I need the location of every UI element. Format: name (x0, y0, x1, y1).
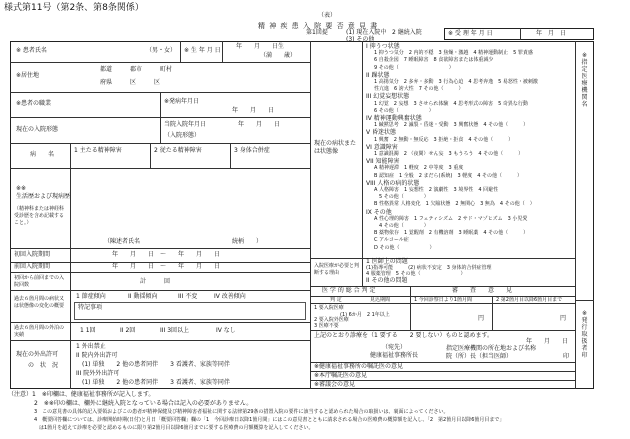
kind-opt1: (1) 現在入院中 (346, 29, 387, 36)
fee-col2: 見込期間 (370, 297, 391, 303)
outing-opt-4[interactable]: IV なし (216, 327, 236, 334)
reason-2: II その他の問題 (366, 277, 408, 284)
address-label: ※居住地 (16, 72, 40, 79)
birth-value: 年 月 日生 (236, 43, 285, 50)
disease-secondary: 2 従たる精神障害 (154, 147, 202, 154)
side-label-bottom: ※発行取扱者印 (581, 310, 588, 359)
state-item[interactable]: C アルコール症 (374, 237, 409, 244)
trend-opt-1[interactable]: 1 節症傾向 (76, 293, 106, 300)
reason-1: 1 医師上の問題 (366, 258, 408, 265)
kind-first: 第1回提 (306, 29, 328, 36)
address-to: （宛先） (382, 344, 407, 351)
fee-right1: 1 今回診察日より1箇月間 (414, 297, 472, 303)
state-item[interactable]: A 精神遅滞 1 軽度 2 中等度 3 重度 (374, 165, 464, 172)
kind-opt2: 2 継続入院 (392, 29, 422, 36)
state-item[interactable]: A 人格障害 1 妄想性 2 演劇性 3 境界性 4 回避性 (374, 187, 499, 193)
state-item[interactable]: A 性心理的障害 1 フェティシズム 2 サド・マゾヒズム 3 小児愛 (374, 215, 528, 222)
reason-1a[interactable]: (1)指導可能 (2) 病状不安定 3 身体的合併症管理 (366, 265, 492, 271)
permission-1[interactable]: 1 外出禁止 (76, 343, 106, 350)
prev-admit-value: 年 月 日 〜 年 月 日 (112, 263, 221, 270)
fee-row3[interactable]: 3 医療不要 (314, 323, 339, 329)
job-label: ※患者の職業 (16, 100, 52, 107)
state-item: IX その他 (366, 208, 392, 216)
state-item[interactable]: 1 幻覚 2 妄想 3 させられ体験 4 思考形式の障害 5 奇異な行動 (374, 100, 528, 107)
side-label-top: ※指定医療機関名 (581, 52, 588, 108)
hosp-date-label: 当院入院年月日 (164, 121, 207, 128)
page-side-mark: （表） (318, 12, 337, 19)
state-item[interactable]: 5 その他（ ） (374, 194, 429, 201)
state-item[interactable]: 1 緘黙思考 2 滅裂・昏迷・受動 3 興奮状態 4 その他（ ） (374, 122, 529, 129)
birth-label: ※ 生 年 月 日 (184, 47, 221, 54)
state-item: IV 精神運動興奮状態 (366, 115, 422, 122)
opinion-1: ※健康福祉事務所の嘱託医の意見 (314, 363, 404, 370)
form-id: 様式第11号（第2条、第8条関係） (4, 3, 144, 13)
note-4: 4 概要回答欄については、診療開始時期(日付)と月日「概要回答欄」欄の「1 今回診療日以降1箇月間」にはこの意見書とともに請求される場合の医療費の概算額を記入し、「2 第2箇月目以降6箇月目まで」 (34, 417, 505, 423)
prev-admit-label: 前回入院期間 (14, 263, 51, 270)
permission-3[interactable]: III 院外外出許可 (76, 370, 120, 377)
note-2: 2 ※※印の欄は、欄外に継続入院となっている場合は記入の必要がありません。 (34, 400, 253, 407)
outing-opt-1[interactable]: 1 1回 (80, 327, 96, 334)
permission-label-a: 現在の外出許可 (16, 351, 59, 358)
onset-label: ※発病年月日 (164, 98, 200, 105)
diagnosis-date: 年 月 日 (526, 338, 569, 345)
note-1: （注意）1 ※印欄は、健康福祉事務所が記入します。 (8, 391, 155, 398)
state-item[interactable]: D その他（ ） (374, 244, 435, 251)
receipt-date-value: 年 月 日 (536, 30, 567, 37)
state-item[interactable]: 1 抑うつ気分 2 内的不穏 3 焦燥・激越 4 精神運動制止 5 罪責感 (374, 50, 533, 57)
state-item[interactable]: B 認知症 1 全般 2 まだら(系統) 3 軽度 4 その他（ ） (374, 172, 523, 179)
trend-opt-3[interactable]: III 不変 (178, 293, 198, 300)
reason-1b[interactable]: 4 服薬管理 5 その他（ ） (366, 271, 466, 277)
admit-count-value: 計 回 (140, 278, 171, 285)
fee-col3: 審 査 意 見 (452, 287, 513, 294)
state-item: V 昏迷状態 (366, 129, 397, 137)
state-item: VIII 人格の病的状態 (366, 179, 420, 187)
reason-label: 入院医療が必要と判断する理由 (314, 263, 360, 276)
outing-opt-3[interactable]: III 3回以上 (160, 327, 190, 334)
trend-note-label: 特記事項 (78, 304, 103, 311)
trend-note-box[interactable] (74, 302, 306, 320)
clinic-sign: 院（所）長（担当医師） 印 (446, 353, 570, 360)
outing-opt-2[interactable]: II 2回 (120, 327, 136, 334)
fee-row1b[interactable]: (1) 6か月 2 1年以上 (340, 312, 390, 318)
hosp-date-value: 年 月 日 (238, 121, 281, 128)
fee-row1[interactable]: 1 要入院医療 (314, 305, 344, 311)
form-frame (10, 41, 594, 389)
recorder-relation: 続柄 ） (232, 238, 263, 245)
trend-label: 過去６箇月間の病状又は状態像の変化の概要 (14, 296, 65, 309)
permission-2-detail[interactable]: (1) 単独 2 他の患者同伴 3 看護者、家族等同伴 (82, 361, 230, 368)
sex-label: （男・女） (146, 47, 177, 54)
state-item[interactable]: 1 高揚気分 2 多弁・多動 3 行為心迫 4 思考奔逸 5 易怒性・被刺激 (374, 79, 538, 85)
fee-label: 医 学 的 総 合 判 定 (322, 287, 376, 294)
first-admit-value: 年 月 日 〜 年 月 日 (112, 251, 221, 258)
fee-yen2: 円 (560, 315, 567, 322)
name-label: ※ 患者氏名 (16, 47, 47, 54)
disease-physical: 3 身体合併症 (234, 147, 270, 154)
state-item[interactable]: B 性格異常 人格変化 1 欠陥状態 2 無関心 3 無為 4 その他（ ） (374, 201, 535, 208)
state-item: II 躁状態 (366, 71, 390, 79)
permission-2[interactable]: II 院内外出許可 (76, 352, 118, 359)
permission-3-detail[interactable]: (1) 単独 2 他の患者同伴 3 看護者、家族等同伴 (82, 379, 230, 386)
permission-label-b: の 状 況 (28, 362, 59, 369)
history-mark: ※※ (16, 185, 27, 192)
disease-primary: 1 主たる精神障害 (74, 147, 122, 154)
state-item: I 抑うつ状態 (366, 43, 400, 50)
state-item[interactable]: 1 意識混濁 2 （夜間）せん妄 3 もうろう 4 その他（ ） (374, 151, 524, 157)
hosp-form-label: 現在の入院形態 (16, 126, 59, 133)
outing-label: 過去６箇月間の外泊の実績 (14, 325, 65, 338)
opinion-3: ※審議会の意見 (314, 381, 356, 388)
state-item[interactable]: B 薬物依存 1 覚醒剤 2 有機溶剤 3 睡眠薬 4 その他（ ） (374, 230, 529, 237)
address-row1: 都道 郡市 町村 (100, 66, 173, 73)
state-item[interactable]: 6 その他（ ） (374, 107, 434, 114)
trend-opt-4[interactable]: IV 改善傾向 (214, 293, 246, 300)
recorder-label: （陳述者氏名 (104, 238, 141, 245)
fee-yen1: 円 (478, 315, 485, 322)
fee-right2: 2 第2箇月目以降6箇月目まで (496, 297, 563, 303)
receipt-date-label: ※ 受 理 年 月 日 (448, 30, 493, 37)
fee-row2[interactable]: 2 要入院外医療 (314, 317, 349, 323)
address-org: 健康福祉事務所長 (370, 352, 419, 359)
state-item: VI 意識障害 (366, 143, 398, 151)
trend-opt-2[interactable]: II 動揺傾向 (128, 293, 158, 300)
note-5: は1箇月を超えて診療を必要と認めるものに限り第2箇月目以降6箇月までに要する医療費の月額概算を記入してください。 (34, 425, 314, 431)
onset-value: 年 月 日 (232, 107, 275, 114)
state-item[interactable]: 性亢進 6 誇大性 7 その他（ ） (374, 86, 464, 93)
kind-opt3: (3) その他 (346, 36, 375, 43)
opinion-2: ※本庁嘱託医の意見 (314, 372, 368, 379)
history-label: 生活歴および現病歴 (16, 193, 71, 200)
state-item[interactable]: 1 興奮 2 無動・無反応 3 拒絶・拒食 4 その他（ ） (374, 136, 514, 143)
form-title: 精 神 疾 患 入 院 要 否 意 見 書 (258, 22, 379, 30)
first-admit-label: 初回入院期間 (14, 251, 51, 258)
state-item[interactable]: 4 その他（ ） (374, 223, 429, 229)
address-row2: 府県 区 区 (100, 79, 161, 86)
admit-count-label: 初回から前回までの入院回数 (14, 275, 65, 288)
age-value: （満 歳） (260, 52, 297, 59)
hosp-form-sub: （入院形態） (164, 132, 201, 139)
state-item[interactable]: 9 その他（ ） (374, 64, 454, 71)
state-item: VII 知能障害 (366, 158, 400, 166)
diagnosis-statement: 上記のとおり診療を（1 要する 2 要しない）ものと認めます。 (314, 332, 493, 339)
fee-col1: 判 定 (330, 297, 342, 303)
note-3: 3 この意見書の具体的記入要領およびこの患者が精神保健及び精神障害者福祉に関する法律第29条の措置入院の要件に該当すると認められた場合の取扱いは、裏面によってください。 (34, 409, 449, 415)
state-item: III 幻覚妄想状態 (366, 93, 410, 101)
disease-label: 病 名 (30, 151, 55, 158)
history-note: （精神科または神経科受診歴を含め記載すること。） (14, 206, 65, 226)
clinic-name-label: 指定医療機関の所在地および名称 (446, 345, 537, 352)
current-state-label: 現在の病状または状態像 (314, 140, 357, 155)
state-item[interactable]: 6 自殺企図 7 睡眠障害 8 食欲障害または体重減少 (374, 57, 494, 64)
